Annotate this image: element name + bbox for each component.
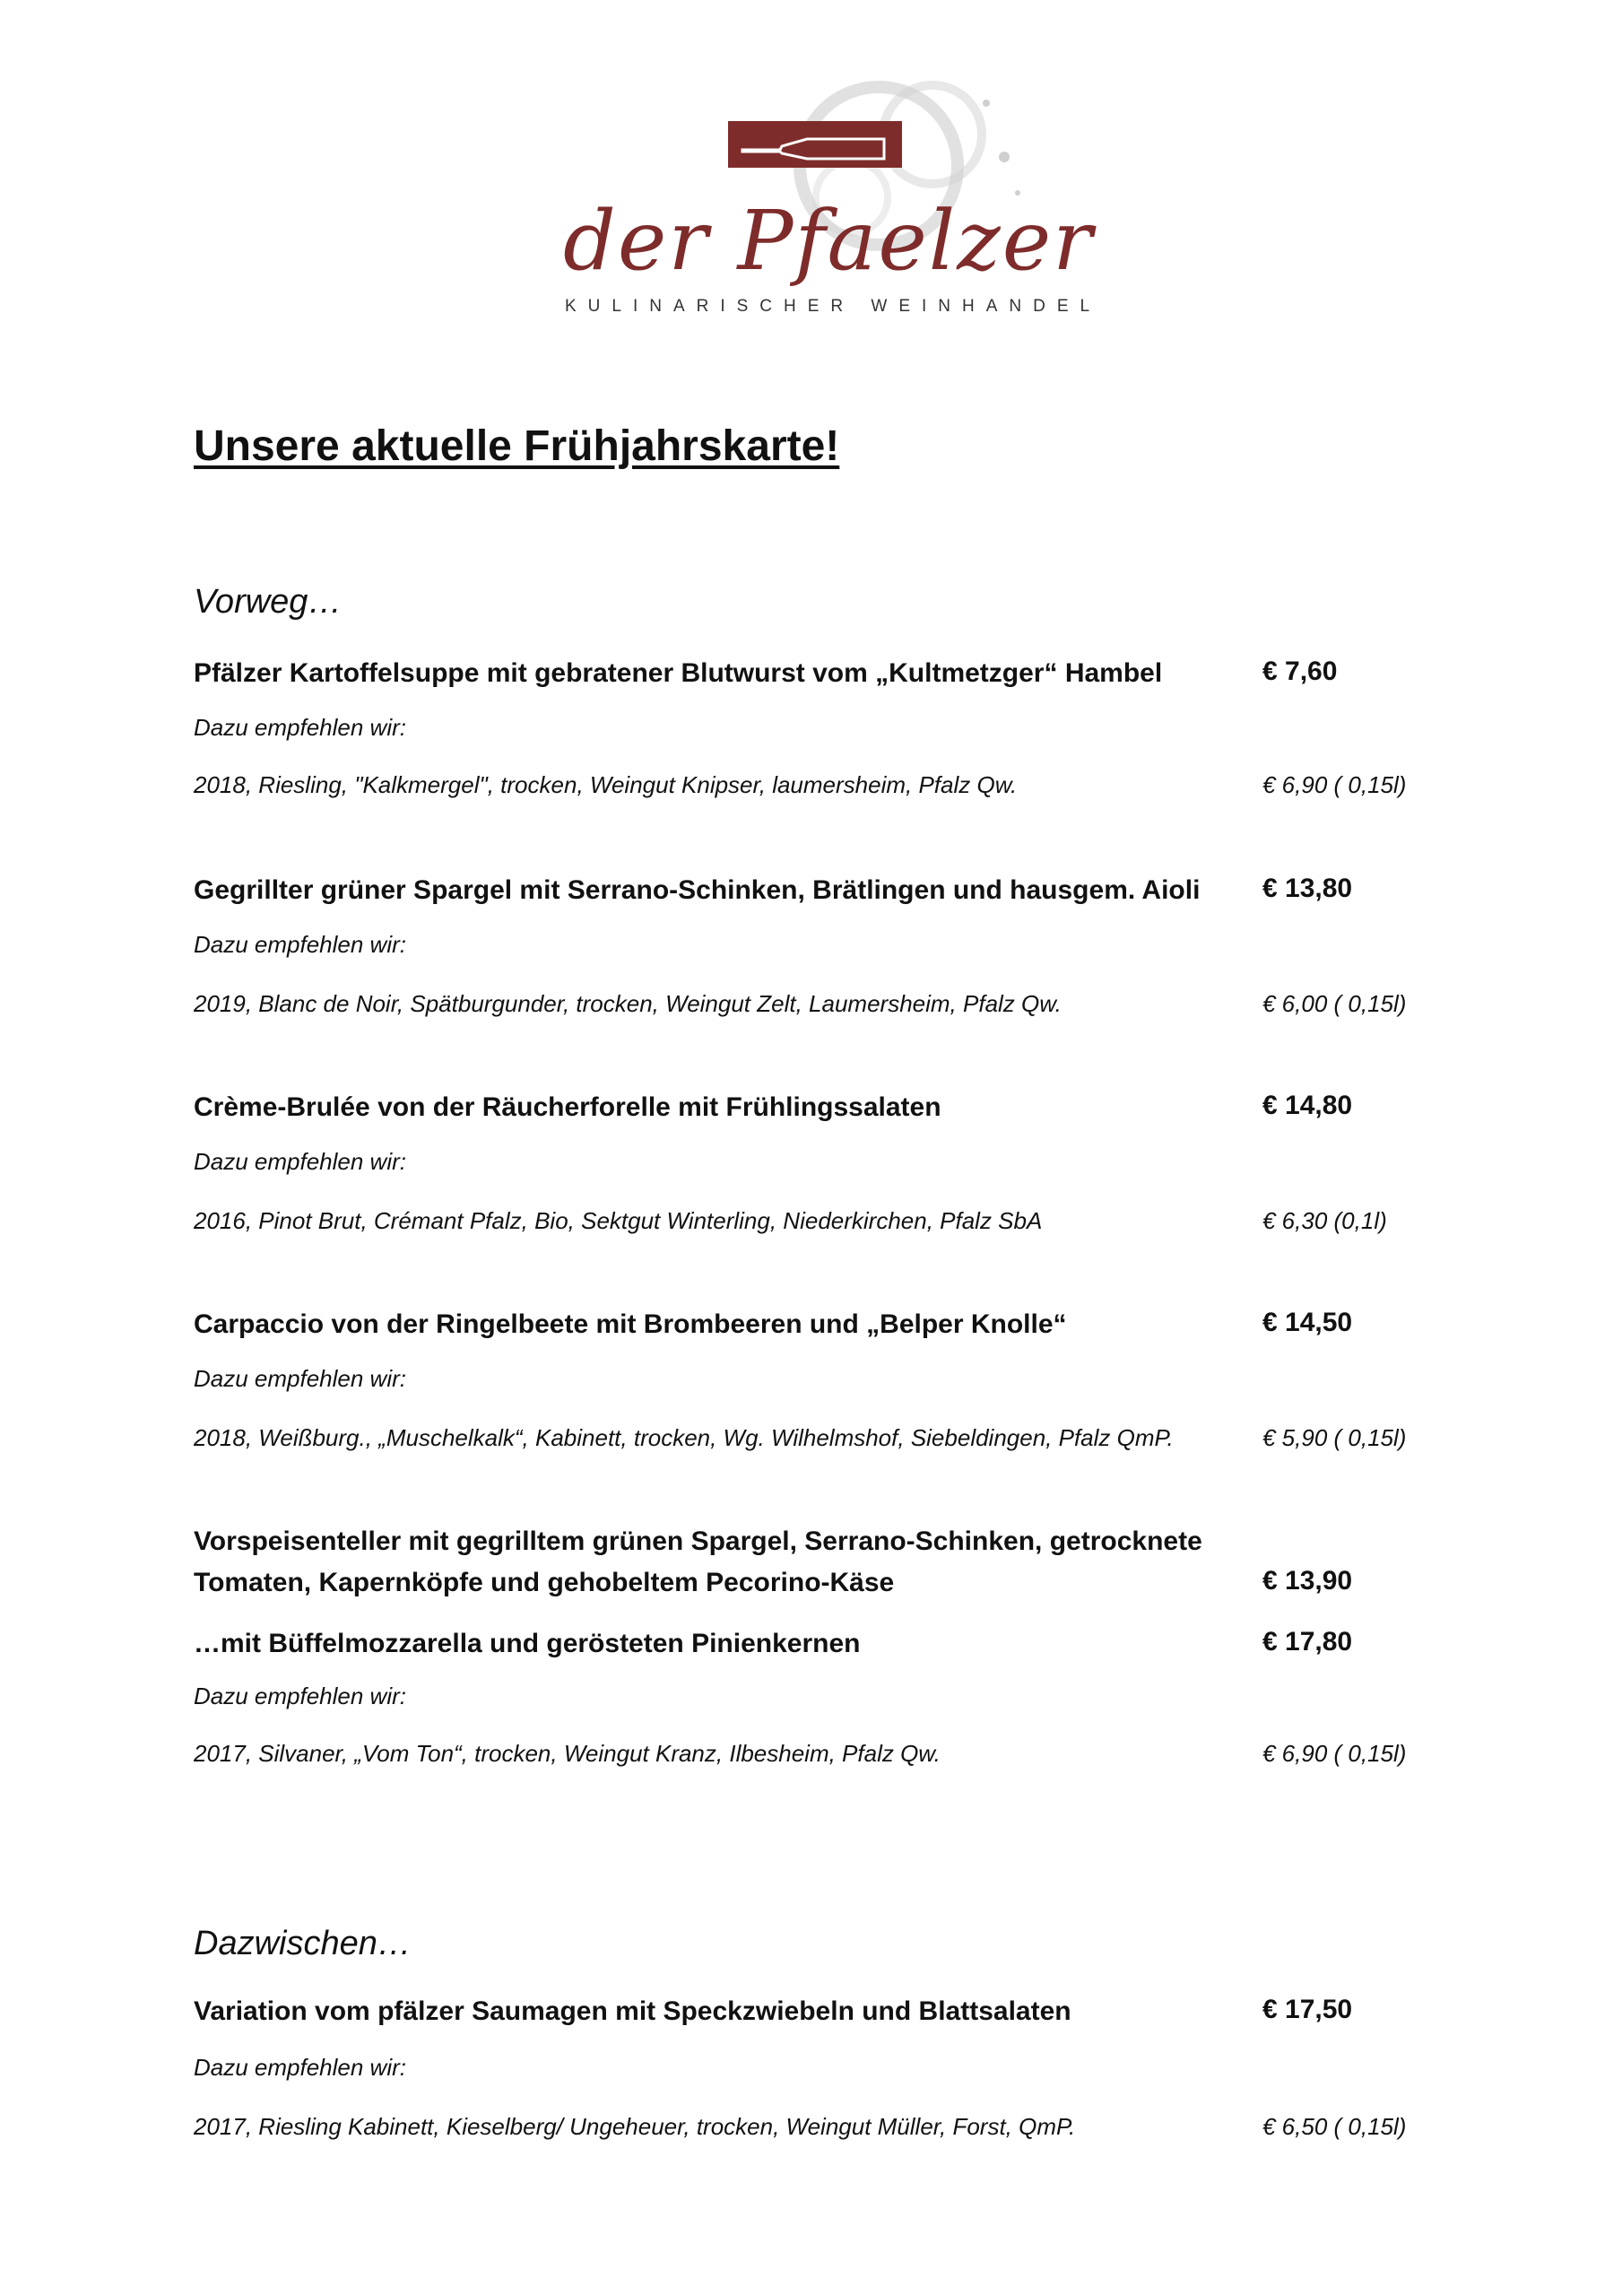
dish-name: Gegrillter grüner Spargel mit Serrano-Schinken, Brätlingen und hausgem. Aioli xyxy=(194,875,1201,905)
brand-logo xyxy=(538,49,1112,336)
variant-price: € 17,80 xyxy=(1262,1627,1353,1657)
page-title: Unsere aktuelle Frühjahrskarte! xyxy=(194,422,840,470)
dish-name-line-1: Vorspeisenteller mit gegrilltem grünen Spargel, Serrano-Schinken, getrocknete xyxy=(194,1526,1202,1556)
wine-recommendation: 2018, Riesling, "Kalkmergel", trocken, Weingut Knipser, laumersheim, Pfalz Qw. xyxy=(194,771,1018,798)
wine-price: € 6,30 (0,1l) xyxy=(1262,1207,1387,1234)
dish-price: € 13,80 xyxy=(1262,874,1353,903)
wine-price: € 6,90 ( 0,15l) xyxy=(1262,771,1407,798)
wine-recommendation: 2018, Weißburg., „Muschelkalk“, Kabinett, trocken, Wg. Wilhelmshof, Siebeldingen, Pfalz QmP. xyxy=(194,1424,1174,1451)
wine-price: € 6,90 ( 0,15l) xyxy=(1262,1740,1407,1767)
dish-price: € 13,90 xyxy=(1262,1566,1353,1596)
logo-tagline: KULINARISCHER WEINHANDEL xyxy=(565,297,1102,316)
dish-name: Crème-Brulée von der Räucherforelle mit Frühlingssalaten xyxy=(194,1092,941,1122)
recommendation-label: Dazu empfehlen wir: xyxy=(194,2054,406,2081)
dish-price: € 14,50 xyxy=(1262,1308,1353,1337)
recommendation-label: Dazu empfehlen wir: xyxy=(194,1365,406,1392)
recommendation-label: Dazu empfehlen wir: xyxy=(194,1683,406,1709)
dish-name: Pfälzer Kartoffelsuppe mit gebratener Blutwurst vom „Kultmetzger“ Hambel xyxy=(194,658,1163,688)
wine-price: € 5,90 ( 0,15l) xyxy=(1262,1424,1407,1451)
wine-recommendation: 2017, Silvaner, „Vom Ton“, trocken, Weingut Kranz, Ilbesheim, Pfalz Qw. xyxy=(194,1740,941,1767)
wine-recommendation: 2017, Riesling Kabinett, Kieselberg/ Ungeheuer, trocken, Weingut Müller, Forst, QmP. xyxy=(194,2113,1076,2140)
logo-wordmark: der Pfaelzer xyxy=(563,193,1095,289)
dish-price: € 14,80 xyxy=(1262,1091,1353,1120)
recommendation-label: Dazu empfehlen wir: xyxy=(194,931,406,958)
wine-recommendation: 2019, Blanc de Noir, Spätburgunder, trocken, Weingut Zelt, Laumersheim, Pfalz Qw. xyxy=(194,990,1062,1017)
wine-recommendation: 2016, Pinot Brut, Crémant Pfalz, Bio, Sektgut Winterling, Niederkirchen, Pfalz SbA xyxy=(194,1207,1043,1234)
dish-name: Carpaccio von der Ringelbeete mit Brombeeren und „Belper Knolle“ xyxy=(194,1309,1067,1339)
dish-price: € 17,50 xyxy=(1262,1995,1353,2024)
dish-variant: …mit Büffelmozzarella und gerösteten Pinienkernen xyxy=(194,1629,861,1658)
wine-price: € 6,50 ( 0,15l) xyxy=(1262,2113,1407,2140)
section-heading-vorweg: Vorweg… xyxy=(194,583,343,621)
recommendation-label: Dazu empfehlen wir: xyxy=(194,714,406,741)
dish-name: Variation vom pfälzer Saumagen mit Speckzwiebeln und Blattsalaten xyxy=(194,1996,1071,2026)
section-heading-dazwischen: Dazwischen… xyxy=(194,1925,412,1962)
recommendation-label: Dazu empfehlen wir: xyxy=(194,1148,406,1175)
dish-price: € 7,60 xyxy=(1262,657,1338,686)
dish-name-line-2: Tomaten, Kapernköpfe und gehobeltem Pecorino-Käse xyxy=(194,1568,895,1597)
wine-price: € 6,00 ( 0,15l) xyxy=(1262,990,1407,1017)
